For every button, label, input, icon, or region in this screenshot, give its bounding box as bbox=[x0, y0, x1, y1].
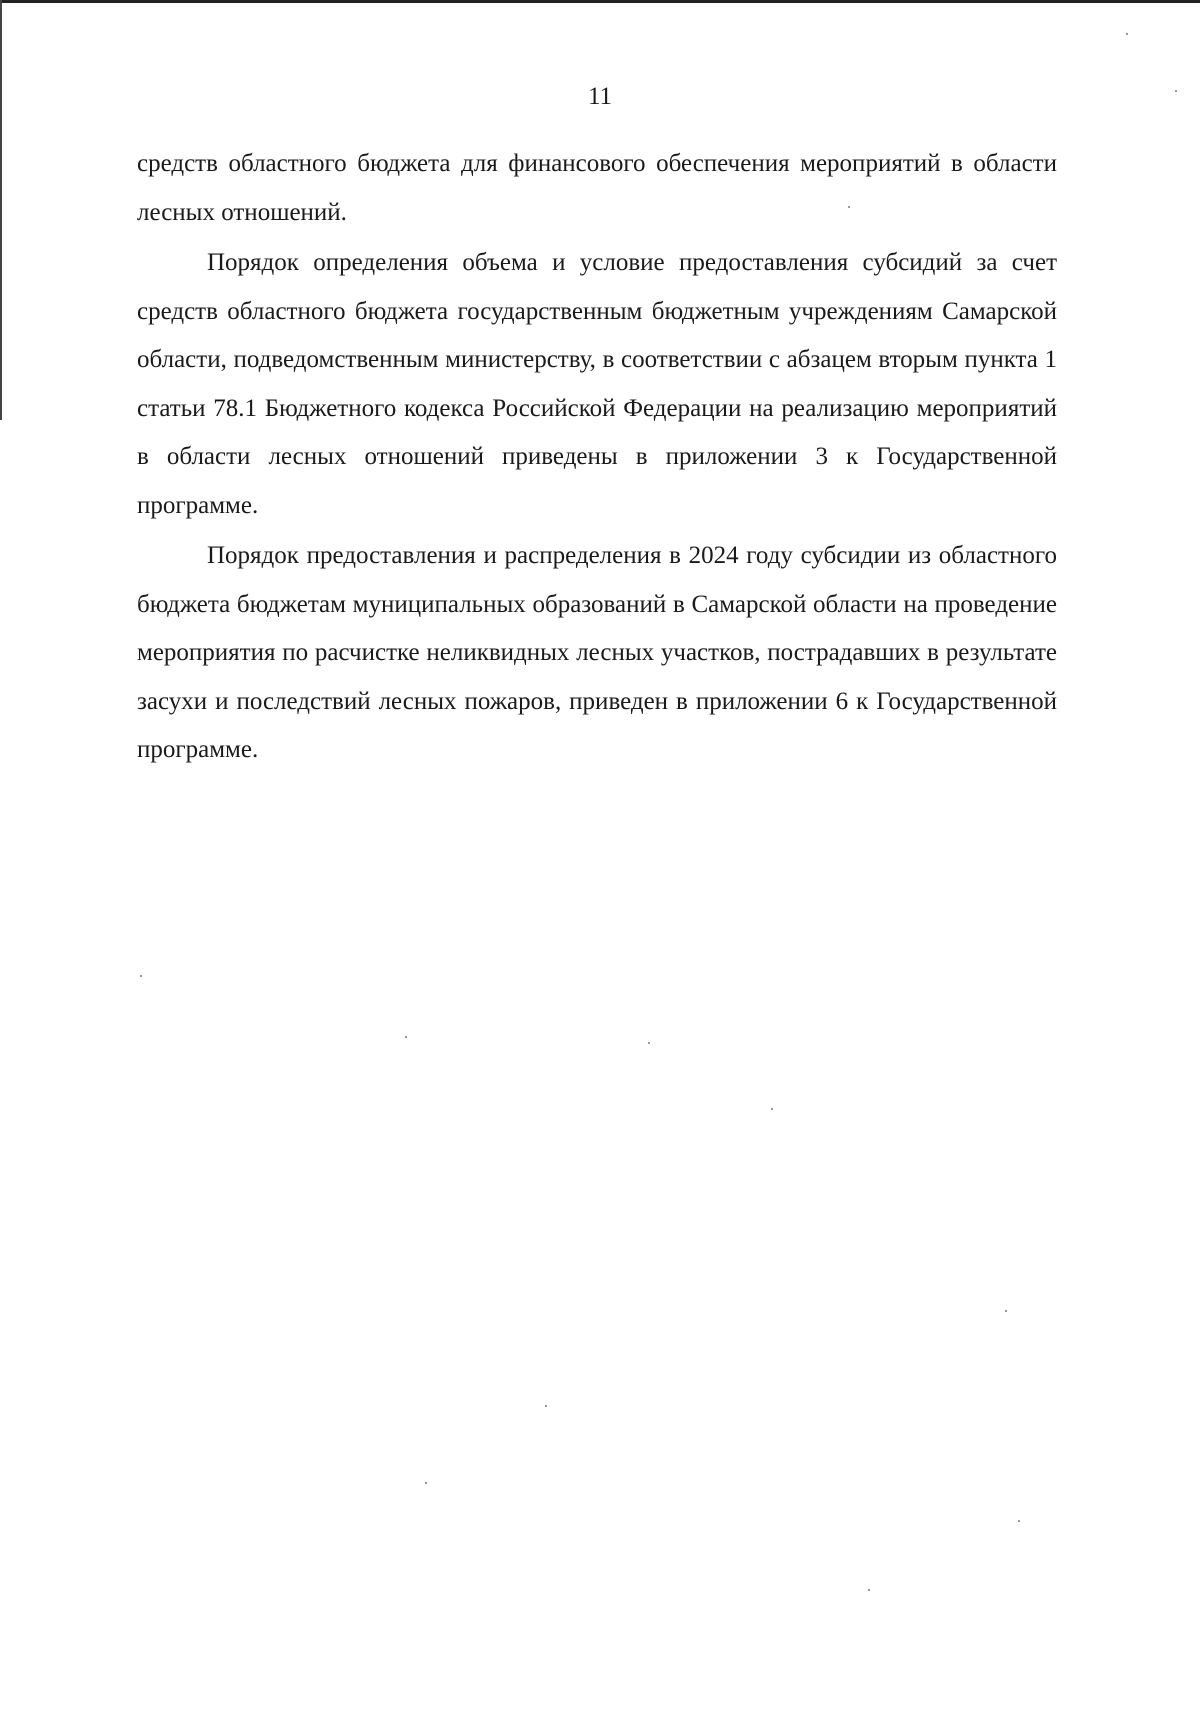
scan-speck bbox=[1018, 1520, 1020, 1522]
scan-speck bbox=[1005, 1310, 1007, 1312]
scan-speck bbox=[1175, 90, 1177, 92]
scan-speck bbox=[425, 1482, 427, 1484]
paragraph-2024-subsidy: Порядок предоставления и распределения в 2024 году субсидии из областного бюджета бюджетам муниципальных образований в Самарской области на проведение мероприятия по расчистке неликвидных лесных участков, пострадавших в результате засухи и последствий лесных пожаров, приведен в приложении 6 к Государственной программе. bbox=[137, 542, 1057, 763]
page-number: 11 bbox=[587, 83, 613, 110]
scan-speck bbox=[405, 1036, 407, 1038]
scan-speck bbox=[140, 975, 142, 977]
paragraph-continuation: средств областного бюджета для финансового обеспечения мероприятий в области лесных отношений. bbox=[137, 150, 1057, 226]
scan-speck bbox=[848, 206, 850, 208]
scan-speck bbox=[771, 1108, 773, 1110]
scan-left-edge bbox=[0, 0, 2, 420]
paragraph-subsidy-procedure: Порядок определения объема и условие предоставления субсидий за счет средств областного бюджета государственным бюджетным учреждениям Самарской области, подведомственным министерству, в соответствии с абзацем вторым пункта 1 статьи 78.1 Бюджетного кодекса Российской Федерации на реализацию мероприятий в области лесных отношений приведены в приложении 3 к Государственной программе. bbox=[137, 249, 1057, 519]
scan-speck bbox=[545, 1405, 547, 1407]
scan-top-edge bbox=[0, 0, 1200, 3]
scan-speck bbox=[868, 1589, 870, 1591]
scan-speck bbox=[648, 1042, 650, 1044]
body-text bbox=[137, 140, 1057, 775]
scan-speck bbox=[1126, 33, 1128, 35]
